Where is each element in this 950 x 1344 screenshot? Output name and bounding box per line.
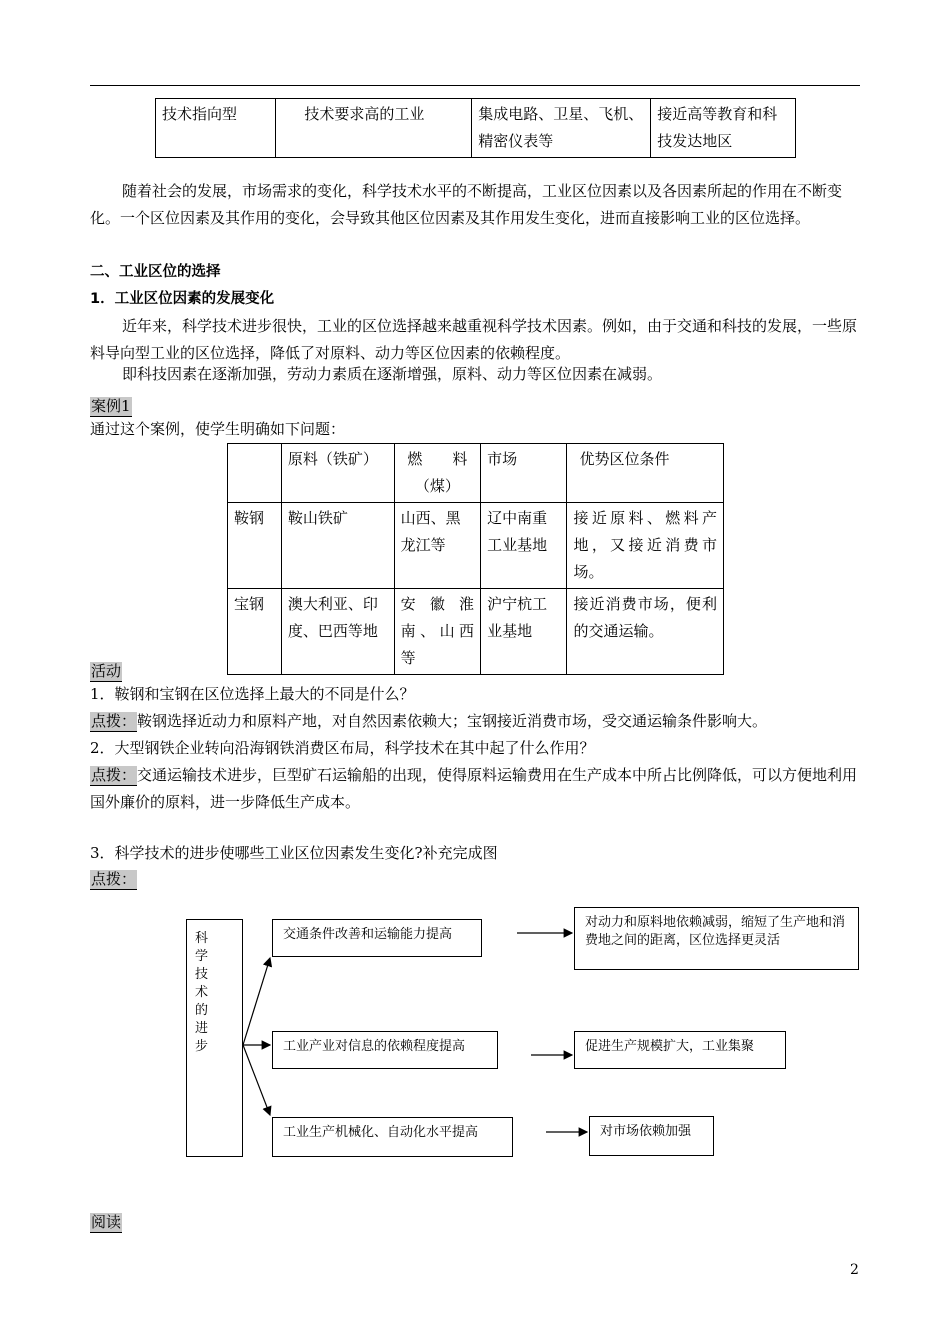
table-cell: 澳大利亚、印度、巴西等地 xyxy=(281,589,394,675)
table-cell: 接近消费市场，便利的交通运输。 xyxy=(567,589,724,675)
reading-label-line xyxy=(90,1209,865,1236)
question-3: 3．科学技术的进步使哪些工业区位因素发生变化?补充完成图 xyxy=(90,844,498,862)
diagram-result-box-1 xyxy=(574,907,859,970)
table-cell: 山西、黑龙江等 xyxy=(394,503,480,589)
table-header: 燃 料（煤） xyxy=(394,444,480,503)
table-header: 原料（铁矿） xyxy=(281,444,394,503)
paragraph: 随着社会的发展，市场需求的变化，科学技术水平的不断提高，工业区位因素以及各因素所起的作用在不断变化。一个区位因素及其作用的变化，会导致其他区位因素及其作用发生变化，进而直接影响工业的区位选择。 xyxy=(90,182,843,227)
table-cell: 安徽淮南、山西等 xyxy=(394,589,480,675)
diagram-middle-text: 交通条件改善和运输能力提高 xyxy=(283,927,453,942)
table-cell: 鞍山铁矿 xyxy=(281,503,394,589)
diagram-source-text: 科学技术的进步 xyxy=(195,931,209,1054)
diagram-result-text: 对市场依赖加强 xyxy=(600,1124,692,1139)
answer-text: 鞍钢选择近动力和原料产地，对自然因素依赖大；宝钢接近消费市场，受交通运输条件影响大。 xyxy=(137,712,768,730)
section-heading: 二、工业区位的选择 xyxy=(90,264,221,280)
table-cell: 接近原料、燃料产地，又接近消费市场。 xyxy=(567,503,724,589)
table-cell: 接近高等教育和科技发达地区 xyxy=(651,99,796,158)
paragraph: 即科技因素在逐渐加强，劳动力素质在逐渐增强，原料、动力等区位因素在减弱。 xyxy=(122,365,663,383)
page-number: 2 xyxy=(850,1262,859,1278)
diagram-result-box-2 xyxy=(574,1031,786,1069)
reading-tag: 阅读 xyxy=(91,1213,122,1231)
diagram-middle-text: 工业生产机械化、自动化水平提高 xyxy=(283,1125,479,1140)
table-cell: 技术指向型 xyxy=(156,99,276,158)
table-header: 市场 xyxy=(481,444,567,503)
paragraph: 近年来，科学技术进步很快，工业的区位选择越来越重视科学技术因素。例如，由于交通和科技的发展，一些原料导向型工业的区位选择，降低了对原料、动力等区位因素的依赖程度。 xyxy=(90,317,858,362)
case-tag: 案例1 xyxy=(91,397,131,415)
diagram-result-box-3 xyxy=(589,1116,714,1156)
question-1: 1．鞍钢和宝钢在区位选择上最大的不同是什么？ xyxy=(90,685,415,703)
table-header: 优势区位条件 xyxy=(567,444,724,503)
diagram-middle-box-2 xyxy=(272,1031,498,1069)
table-cell: 集成电路、卫星、飞机、精密仪表等 xyxy=(472,99,651,158)
activity-tag: 活动 xyxy=(91,662,122,680)
table-cell: 鞍钢 xyxy=(228,503,282,589)
table-cell: 技术要求高的工业 xyxy=(276,99,472,158)
diagram-middle-box-3 xyxy=(272,1117,513,1157)
diagram-result-text: 对动力和原料地依赖减弱，缩短了生产地和消费地之间的距离，区位选择更灵活 xyxy=(585,915,846,948)
case-intro: 通过这个案例，使学生明确如下问题： xyxy=(90,420,346,438)
question-2: 2．大型钢铁企业转向沿海钢铁消费区布局，科学技术在其中起了什么作用？ xyxy=(90,739,595,757)
hint-tag: 点拨： xyxy=(91,870,137,888)
diagram-middle-text: 工业产业对信息的依赖程度提高 xyxy=(283,1039,466,1054)
diagram-result-text: 促进生产规模扩大，工业集聚 xyxy=(585,1039,755,1054)
arrow-to-middle-3 xyxy=(243,1045,270,1115)
answer-text: 交通运输技术进步，巨型矿石运输船的出现，使得原料运输费用在生产成本中所占比例降低，可以方便地利用国外廉价的原料，进一步降低生产成本。 xyxy=(90,766,858,811)
table-cell: 辽中南重工业基地 xyxy=(481,503,567,589)
diagram-middle-box-1 xyxy=(272,919,482,957)
subsection-heading: 1．工业区位因素的发展变化 xyxy=(90,291,275,307)
table-cell: 沪宁杭工业基地 xyxy=(481,589,567,675)
table-cell: 宝钢 xyxy=(228,589,282,675)
hint-tag: 点拨： xyxy=(91,712,137,730)
arrow-to-middle-1 xyxy=(243,958,270,1045)
hint-tag: 点拨： xyxy=(91,766,137,784)
